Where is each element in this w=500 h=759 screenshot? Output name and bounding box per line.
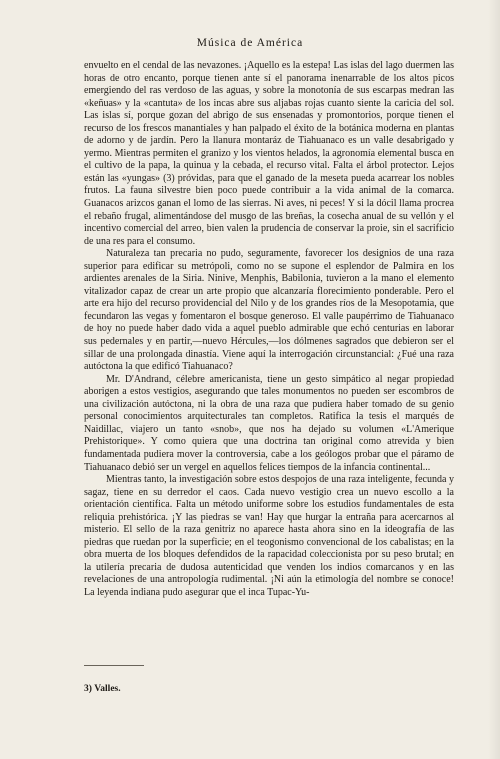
footnote-divider xyxy=(84,665,144,666)
paragraph-2: Naturaleza tan precaria no pudo, seguramente, favorecer los designios de una raza superior para edificar su metrópoli, como no se supone el esplendor de Palmira en los ardientes arenales de la Siria. Ninive, Menphis, Babilonia, tuvieron a la mano el elemento vitalizador capaz de crear un arte propio que alcanzaría florecimiento ponderable. Pero el arte era hijo del recurso providencial del Nilo y de los grandes ríos de la Mesopotamia, que fecundaron las vegas y fomentaron el bosque generoso. El valle paupérrimo de Tiahuanaco de hoy no puede haber dado vida a aquel pueblo admirable que echó centurias en laborar sus pedernales y en partir,—nuevo Hércules,—los dólmenes sagrados que debieron ser el sillar de una prolongada dinastía. Viene aquí la interrogación circunstancial: ¿Fué una raza autóctona la que edificó Tiahuanaco? xyxy=(84,248,454,373)
paragraph-4: Mientras tanto, la investigación sobre estos despojos de una raza inteligente, fecunda y sagaz, tiene en su derredor el caos. Cada nuevo vestigio crea un nuevo escollo a la orientación científica. Falta un método uniforme sobre los estudios fundamentales de esta reliquia prehistórica. ¡Y las piedras se van! Hay que hurgar la entraña para acercarnos al misterio. El sello de la raza genitriz no aparece hasta ahora sino en la ideografía de las piedras que ruedan por la superficie; en el teogonismo convencional de los cabalistas; en la obra muerta de los bloques defendidos de la rapacidad coleccionista por su peso brutal; en la utilería precaria de dudosa autenticidad que venden los indios comarcanos y en las revelaciones de una antropología rudimental. ¡Ni aún la etimología del nombre se conoce! La leyenda indiana pudo asegurar que el inca Tupac-Yu- xyxy=(84,474,454,598)
footnote-number: 3) xyxy=(84,684,92,694)
paragraph-1: envuelto en el cendal de las nevazones. ¡Aquello es la estepa! Las islas del lago duermen las horas de otro encanto, porque tienen ante sí el panorama inenarrable de los altos picos emergiendo del ras verdoso de las aguas, y sobre la monotonía de sus escarpas medran las «keñuas» y la «cantuta» de los incas abre sus aljabas rojas cuanto siente la caricia del sol. Las islas sí, porque gozan del abrigo de sus ensenadas y promontorios, porque tienen el recurso de los frescos manantiales y han palpado el éxito de la botánica moderna en plantas de adorno y de jardín. Pero la llanura montaráz de Tiahuanaco es un valle desabrigado y yermo. Mientras permiten el granizo y los vientos helados, la agronomía elemental busca en el cultivo de la papa, la quinua y la cebada, el recurso vital. Falta el árbol protector. Lejos están las «yungas» (3) próvidas, para que el ganado de la meseta pueda acarrear los nobles frutos. La fauna silvestre bien poco puede contribuir a la vida animal de la comarca. Guanacos arizcos ganan el lomo de las sierras. Ni aves, ni peces! Y si la dócil llama procrea el rebaño frugal, alimentándose del musgo de las breñas, la cosecha anual de su vellón y el incentivo comercial del arreo, bien valen la prudencia de conservar la proie, sin el sacrificio de una res para el consumo. xyxy=(84,60,454,247)
main-text xyxy=(84,60,454,600)
paragraph-3: Mr. D'Andrand, célebre americanista, tiene un gesto simpático al negar propiedad aborigen a estos vestigios, asegurando que tales monumentos no pueden ser escombros de una civilización autóctona, ni la obra de una raza que pudiera haber tomado de su genio personal conocimientos arquitecturales tan completos. Ratifica la tesis el marqués de Naidillac, viajero un tanto «snob», que nos ha dejado su volumen «L'Amerique Prehistorique». Y como quiera que una doctrina tan original como atrevida y bien fundamentada pudiera mover la controversia, cabe a los geólogos probar que el páramo de Tiahuanaco debió ser un vergel en aquellos felices tiempos de la infancia continental... xyxy=(84,373,454,473)
running-title: Música de América xyxy=(196,37,304,49)
footnote xyxy=(84,684,454,694)
page-edge-shadow xyxy=(488,0,500,759)
footnote-text: Valles. xyxy=(94,684,121,694)
